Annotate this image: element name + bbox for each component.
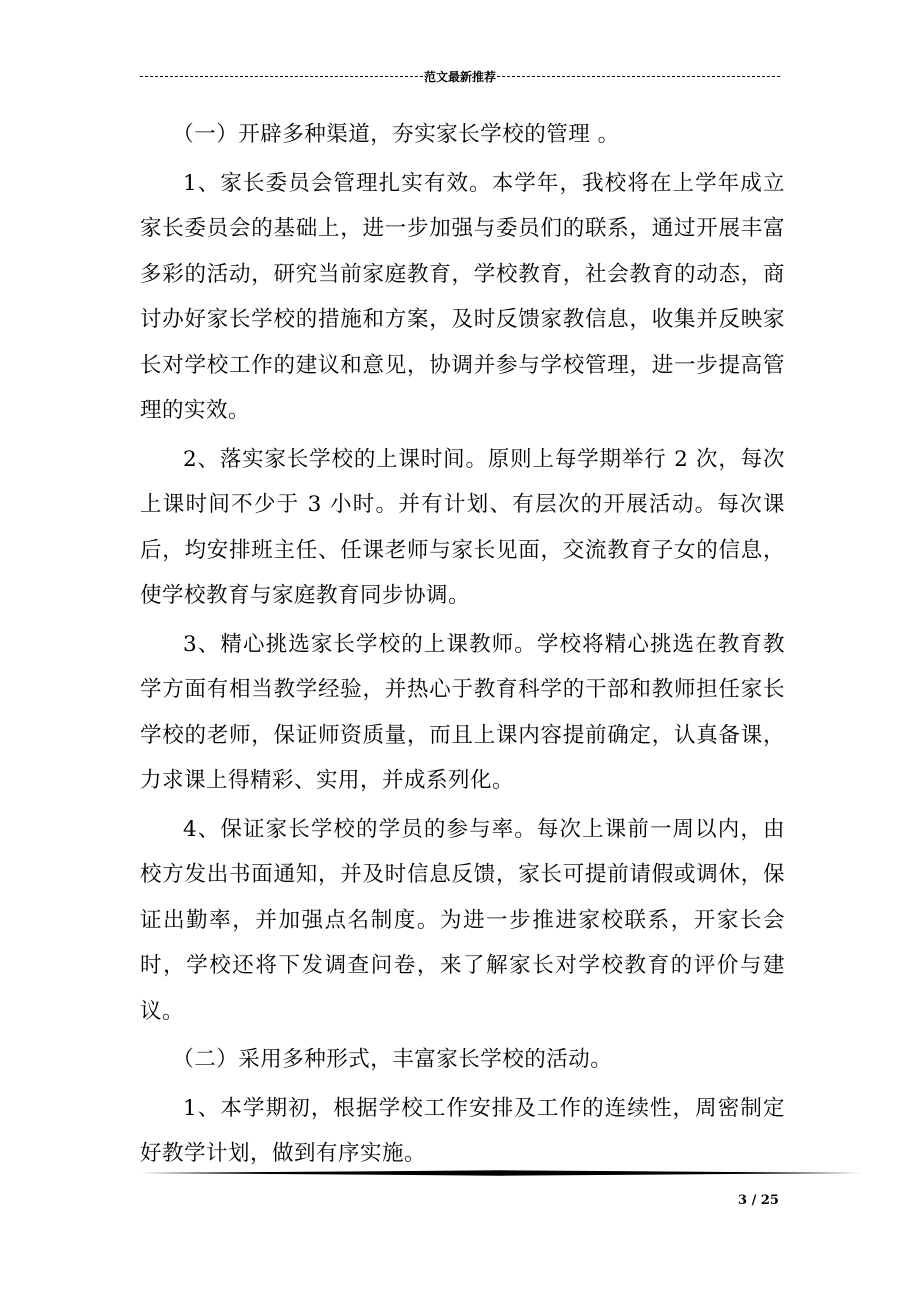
page-header [140,66,780,86]
paragraph-2: 2、落实家长学校的上课时间。原则上每学期举行 2 次，每次上课时间不少于 3 小时。并有计划、有层次的开展活动。每次课后，均安排班主任、任课老师与家长见面，交流教育子女的信息，使学校教育与家庭教育同步协调。 [140,446,785,608]
paragraph-4: 4、保证家长学校的学员的参与率。每次上课前一周以内，由校方发出书面通知，并及时信息反馈，家长可提前请假或调休，保证出勤率，并加强点名制度。为进一步推进家校联系，开家长会时，学校还将下发调查问卷，来了解家长对学校教育的评价与建议。 [140,816,785,1024]
document-body [140,112,785,1177]
header-left-dashes [140,76,423,77]
paragraph-5: 1、本学期初，根据学校工作安排及工作的连续性，周密制定好教学计划，做到有序实施。 [140,1095,785,1166]
page-number: 3 / 25 [738,1193,779,1208]
section-heading-1: （一）开辟多种渠道，夯实家长学校的管理 。 [172,122,620,147]
header-right-dashes [497,76,780,77]
footer-divider [140,1170,862,1176]
paragraph-1: 1、家长委员会管理扎实有效。本学年，我校将在上学年成立家长委员会的基础上，进一步加强与委员们的联系，通过开展丰富多彩的活动，研究当前家庭教育，学校教育，社会教育的动态，商讨办好家长学校的措施和方案，及时反馈家教信息，收集并反映家长对学校工作的建议和意见，协调并参与学校管理，进一步提高管理的实效。 [140,170,785,423]
section-heading-2: （二）采用多种形式，丰富家长学校的活动。 [172,1047,613,1072]
header-title: 范文最新推荐 [424,69,497,84]
paragraph-3: 3、精心挑选家长学校的上课教师。学校将精心挑选在教育教学方面有相当教学经验，并热心于教育科学的干部和教师担任家长学校的老师，保证师资质量，而且上课内容提前确定，认真备课，力求课上得精彩、实用，并成系列化。 [140,631,785,793]
